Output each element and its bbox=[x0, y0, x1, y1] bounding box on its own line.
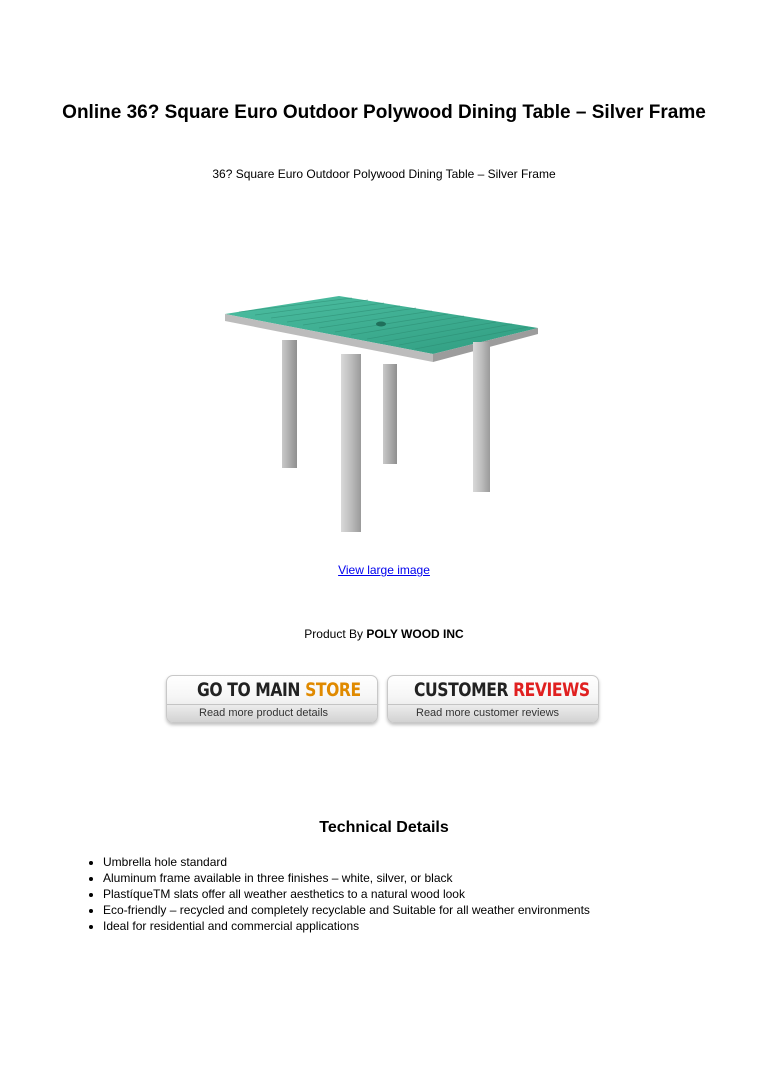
list-item: • Eco-friendly – recycled and completely recyclable and Suitable for all weather environments bbox=[103, 902, 590, 918]
list-item: • Aluminum frame available in three finishes – white, silver, or black bbox=[103, 870, 590, 886]
list-item: • Umbrella hole standard bbox=[103, 854, 590, 870]
brand-name: POLY WOOD INC bbox=[366, 627, 464, 641]
customer-reviews-button[interactable] bbox=[387, 675, 599, 723]
table-leg-back-right bbox=[383, 364, 397, 464]
table-leg-front-right bbox=[473, 342, 490, 492]
main-store-headline bbox=[197, 679, 361, 701]
table-leg-front-left bbox=[341, 354, 361, 532]
list-item: • PlastíqueTM slats offer all weather aesthetics to a natural wood look bbox=[103, 886, 590, 902]
main-store-headline-part2: STORE bbox=[305, 679, 361, 701]
main-store-headline-part1: GO TO MAIN bbox=[197, 679, 306, 701]
product-by-label: Product By bbox=[304, 627, 363, 641]
technical-details-heading: Technical Details bbox=[319, 819, 449, 836]
view-large-image bbox=[0, 562, 768, 578]
page-title: Online 36? Square Euro Outdoor Polywood Dining Table – Silver Frame bbox=[62, 102, 706, 123]
page-subtitle: 36? Square Euro Outdoor Polywood Dining Table – Silver Frame bbox=[212, 167, 556, 181]
customer-reviews-subtext: Read more customer reviews bbox=[388, 704, 598, 722]
table-photo-icon[interactable] bbox=[215, 296, 545, 536]
technical-details-list bbox=[88, 854, 590, 934]
main-store-subtext: Read more product details bbox=[167, 704, 377, 722]
view-large-image-link[interactable]: View large image bbox=[338, 563, 430, 577]
go-to-main-store-button[interactable] bbox=[166, 675, 378, 723]
list-item: • Ideal for residential and commercial applications bbox=[103, 918, 590, 934]
customer-reviews-headline bbox=[414, 679, 590, 701]
customer-reviews-headline-part1: CUSTOMER bbox=[414, 679, 514, 701]
umbrella-hole bbox=[376, 322, 386, 327]
customer-reviews-headline-part2: REVIEWS bbox=[513, 679, 590, 701]
table-leg-back-left bbox=[282, 340, 297, 468]
product-by-line bbox=[0, 626, 768, 642]
